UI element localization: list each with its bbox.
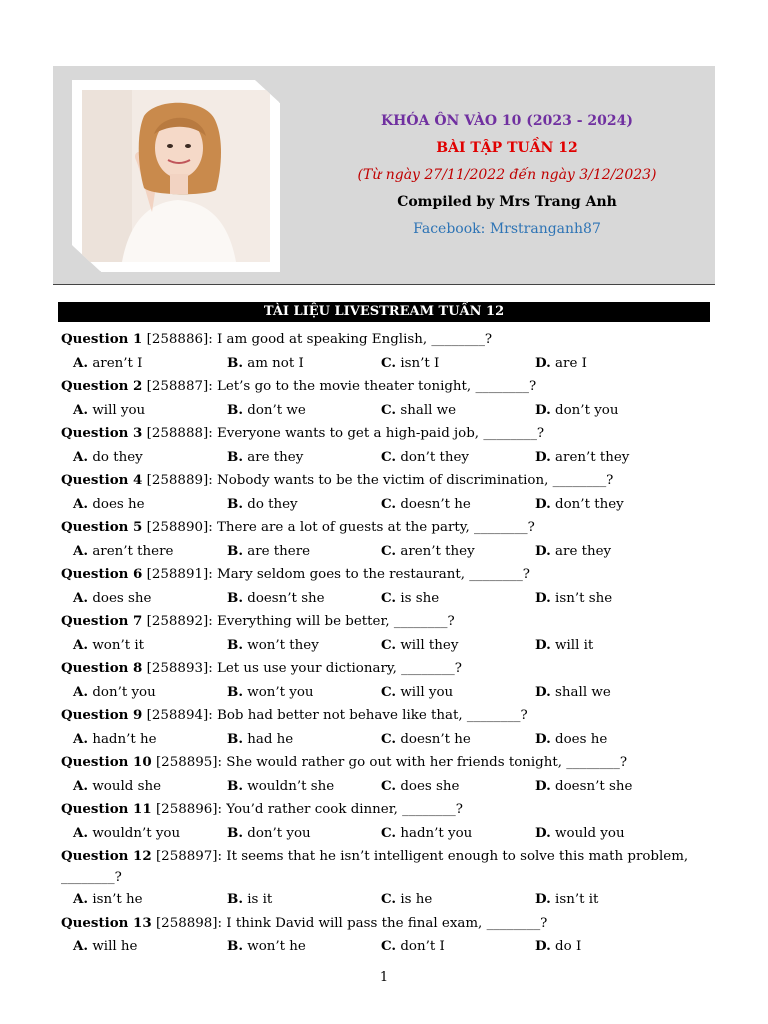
option-letter: B. [227, 354, 243, 371]
question-label: Question 2 [61, 378, 143, 394]
question-stem [61, 610, 711, 634]
question-item [61, 422, 711, 469]
option-a [73, 540, 173, 564]
question-label: Question 4 [61, 472, 143, 488]
option-c [381, 634, 458, 658]
option-b [227, 352, 304, 376]
option-d [535, 935, 581, 959]
option-letter: C. [381, 938, 397, 954]
option-text: don’t they [550, 496, 624, 512]
question-label: Question 11 [61, 801, 152, 817]
option-a [73, 935, 137, 959]
question-text: [258889]: Nobody wants to be the victim of discrimination, ________? [142, 473, 614, 488]
option-letter: D. [535, 495, 551, 512]
option-text: doesn’t he [396, 496, 471, 512]
option-text: does he [550, 731, 608, 747]
option-text: shall we [396, 402, 457, 418]
option-text: isn’t it [550, 892, 599, 907]
question-text: [258890]: There are a lot of guests at the party, ________? [142, 520, 535, 535]
option-letter: A. [73, 636, 89, 653]
question-label: Question 5 [61, 519, 143, 535]
option-a [73, 822, 180, 846]
question-text: [258894]: Bob had better not behave like that, ________? [142, 708, 528, 723]
question-stem [61, 657, 711, 681]
option-text: does she [396, 778, 460, 794]
option-text: aren’t there [88, 543, 174, 559]
option-text: does she [88, 590, 152, 606]
question-item [61, 563, 711, 610]
option-letter: B. [227, 448, 243, 465]
question-stem [61, 422, 711, 446]
option-letter: C. [381, 495, 397, 512]
option-text: would she [88, 778, 161, 794]
answer-options [61, 446, 711, 470]
option-b [227, 728, 293, 752]
option-text: hadn’t you [396, 825, 473, 841]
answer-options [61, 822, 711, 846]
option-a [73, 888, 143, 912]
option-letter: C. [381, 401, 397, 418]
option-letter: D. [535, 354, 551, 371]
option-c [381, 540, 475, 564]
option-text: is she [396, 590, 440, 606]
option-letter: D. [535, 542, 551, 559]
answer-options [61, 888, 711, 912]
option-text: won’t he [242, 939, 306, 954]
question-stem [61, 375, 711, 399]
option-b [227, 399, 306, 423]
option-d [535, 888, 598, 912]
option-text: wouldn’t you [88, 825, 181, 841]
option-letter: C. [381, 730, 397, 747]
option-d [535, 540, 611, 564]
question-text: [258893]: Let us use your dictionary, ________? [142, 661, 462, 676]
option-a [73, 681, 156, 705]
option-letter: D. [535, 824, 551, 841]
answer-options [61, 728, 711, 752]
option-c [381, 728, 471, 752]
question-list [61, 328, 711, 959]
question-stem [61, 845, 711, 888]
option-text: am not I [242, 355, 304, 371]
question-item [61, 375, 711, 422]
question-item [61, 469, 711, 516]
page-number: 1 [379, 970, 389, 985]
question-item [61, 328, 711, 375]
question-stem [61, 704, 711, 728]
option-letter: B. [227, 891, 243, 907]
date-range: (Từ ngày 27/11/2022 đến ngày 3/12/2023) [357, 167, 657, 183]
option-c [381, 775, 459, 799]
option-b [227, 822, 311, 846]
option-text: are they [242, 449, 304, 465]
option-text: doesn’t she [242, 590, 325, 606]
option-b [227, 587, 325, 611]
option-letter: A. [73, 938, 89, 954]
option-letter: B. [227, 542, 243, 559]
option-letter: A. [73, 354, 89, 371]
option-letter: C. [381, 636, 397, 653]
option-d [535, 634, 593, 658]
option-text: aren’t I [88, 355, 143, 371]
option-d [535, 822, 625, 846]
answer-options [61, 399, 711, 423]
option-b [227, 681, 314, 705]
question-label: Question 3 [61, 425, 143, 441]
option-c [381, 493, 471, 517]
option-b [227, 935, 306, 959]
question-item [61, 912, 711, 959]
question-stem [61, 516, 711, 540]
option-text: does he [88, 496, 145, 512]
option-d [535, 775, 632, 799]
option-text: don’t you [550, 402, 619, 418]
option-text: don’t we [242, 402, 306, 418]
option-letter: A. [73, 589, 89, 606]
option-d [535, 352, 587, 376]
option-b [227, 446, 303, 470]
option-letter: B. [227, 777, 243, 794]
question-text: [258887]: Let’s go to the movie theater tonight, ________? [142, 379, 537, 394]
option-letter: B. [227, 683, 243, 700]
option-letter: A. [73, 730, 89, 747]
header-titles [330, 108, 684, 243]
option-letter: D. [535, 730, 551, 747]
question-text: [258898]: I think David will pass the final exam, ________? [151, 915, 548, 931]
week-title: BÀI TẬP TUẦN 12 [436, 140, 578, 156]
option-letter: C. [381, 354, 397, 371]
option-b [227, 540, 310, 564]
option-a [73, 399, 145, 423]
option-letter: D. [535, 401, 551, 418]
option-letter: C. [381, 777, 397, 794]
question-label: Question 1 [61, 331, 143, 347]
option-letter: A. [73, 891, 89, 907]
option-a [73, 634, 144, 658]
option-text: do they [242, 496, 298, 512]
question-label: Question 12 [61, 848, 152, 864]
option-c [381, 446, 469, 470]
option-text: would you [550, 825, 625, 841]
question-item [61, 657, 711, 704]
option-a [73, 775, 161, 799]
option-b [227, 493, 298, 517]
option-d [535, 493, 624, 517]
option-text: don’t you [88, 684, 156, 700]
question-label: Question 6 [61, 566, 143, 582]
option-text: shall we [550, 684, 611, 700]
option-text: doesn’t he [396, 731, 471, 747]
option-text: aren’t they [550, 449, 630, 465]
option-letter: D. [535, 777, 551, 794]
option-d [535, 728, 607, 752]
option-text: don’t I [396, 939, 445, 954]
option-letter: B. [227, 495, 243, 512]
option-text: don’t they [396, 449, 469, 465]
section-title-bar: TÀI LIỆU LIVESTREAM TUẦN 12 [58, 302, 710, 322]
teacher-photo-image [82, 90, 270, 262]
option-letter: A. [73, 683, 89, 700]
option-letter: A. [73, 448, 89, 465]
option-text: won’t you [242, 684, 314, 700]
answer-options [61, 493, 711, 517]
answer-options [61, 935, 711, 959]
question-stem [61, 328, 711, 352]
question-item [61, 798, 711, 845]
option-letter: C. [381, 891, 397, 907]
option-text: is he [396, 892, 433, 907]
option-d [535, 446, 629, 470]
option-letter: C. [381, 448, 397, 465]
question-item [61, 516, 711, 563]
option-text: will you [396, 684, 454, 700]
option-text: aren’t they [396, 543, 475, 559]
option-c [381, 399, 456, 423]
answer-options [61, 634, 711, 658]
option-b [227, 775, 334, 799]
option-letter: C. [381, 542, 397, 559]
option-a [73, 728, 157, 752]
option-a [73, 587, 151, 611]
option-letter: A. [73, 495, 89, 512]
option-text: had he [242, 731, 294, 747]
option-letter: B. [227, 636, 243, 653]
option-a [73, 446, 143, 470]
option-d [535, 681, 611, 705]
question-label: Question 7 [61, 613, 143, 629]
option-text: is it [242, 892, 273, 907]
option-letter: D. [535, 448, 551, 465]
option-text: do I [550, 939, 582, 954]
option-d [535, 399, 618, 423]
option-text: won’t they [242, 637, 319, 653]
option-b [227, 888, 272, 912]
option-text: are they [550, 543, 612, 559]
option-c [381, 888, 432, 912]
option-letter: B. [227, 824, 243, 841]
option-text: will it [550, 637, 594, 653]
option-text: isn’t he [88, 892, 143, 907]
option-d [535, 587, 612, 611]
question-item [61, 610, 711, 657]
compiled-by: Compiled by Mrs Trang Anh [397, 194, 617, 210]
question-stem [61, 563, 711, 587]
option-text: will you [88, 402, 146, 418]
option-letter: A. [73, 777, 89, 794]
question-item [61, 704, 711, 751]
option-text: isn’t I [396, 355, 440, 371]
answer-options [61, 775, 711, 799]
course-title: KHÓA ÔN VÀO 10 (2023 - 2024) [381, 113, 633, 129]
option-text: won’t it [88, 637, 145, 653]
question-text: [258895]: She would rather go out with her friends tonight, ________? [151, 755, 627, 770]
question-label: Question 13 [61, 914, 152, 931]
option-letter: A. [73, 542, 89, 559]
option-a [73, 352, 142, 376]
option-text: hadn’t he [88, 731, 157, 747]
option-letter: B. [227, 730, 243, 747]
option-c [381, 587, 439, 611]
option-text: wouldn’t she [242, 778, 335, 794]
option-letter: A. [73, 401, 89, 418]
option-letter: C. [381, 683, 397, 700]
option-letter: B. [227, 401, 243, 418]
option-c [381, 352, 439, 376]
option-c [381, 681, 453, 705]
option-text: will they [396, 637, 459, 653]
option-text: are I [550, 355, 587, 371]
question-stem [61, 469, 711, 493]
option-text: don’t you [242, 825, 311, 841]
question-stem [61, 912, 711, 936]
option-letter: C. [381, 824, 397, 841]
question-item [61, 845, 711, 912]
answer-options [61, 681, 711, 705]
option-letter: D. [535, 683, 551, 700]
question-item [61, 751, 711, 798]
option-letter: D. [535, 938, 551, 954]
option-text: doesn’t she [550, 778, 633, 794]
question-text: [258897]: It seems that he isn’t intelligent enough to solve this math problem, ________? [61, 849, 689, 885]
option-letter: D. [535, 636, 551, 653]
question-text: [258892]: Everything will be better, ________? [142, 614, 455, 629]
option-b [227, 634, 319, 658]
option-letter: A. [73, 824, 89, 841]
answer-options [61, 540, 711, 564]
option-letter: C. [381, 589, 397, 606]
question-label: Question 9 [61, 707, 143, 723]
option-a [73, 493, 145, 517]
option-text: are there [242, 543, 311, 559]
option-text: isn’t she [550, 590, 613, 606]
option-letter: B. [227, 589, 243, 606]
option-letter: D. [535, 891, 551, 907]
answer-options [61, 587, 711, 611]
teacher-photo [82, 90, 270, 262]
option-text: do they [88, 449, 143, 465]
option-text: will he [88, 939, 138, 954]
answer-options [61, 352, 711, 376]
option-c [381, 935, 445, 959]
option-letter: B. [227, 938, 243, 954]
option-letter: D. [535, 589, 551, 606]
question-label: Question 8 [61, 660, 143, 676]
question-stem [61, 751, 711, 775]
teacher-photo-frame [72, 80, 280, 272]
question-text: [258896]: You’d rather cook dinner, ________? [151, 802, 463, 817]
option-c [381, 822, 472, 846]
question-stem [61, 798, 711, 822]
question-text: [258891]: Mary seldom goes to the restaurant, ________? [142, 567, 530, 582]
header-divider [53, 284, 715, 285]
question-label: Question 10 [61, 754, 152, 770]
question-text: [258886]: I am good at speaking English, ________? [142, 332, 493, 347]
question-text: [258888]: Everyone wants to get a high-paid job, ________? [142, 426, 545, 441]
facebook-link[interactable]: Facebook: Mrstranganh87 [413, 221, 601, 237]
